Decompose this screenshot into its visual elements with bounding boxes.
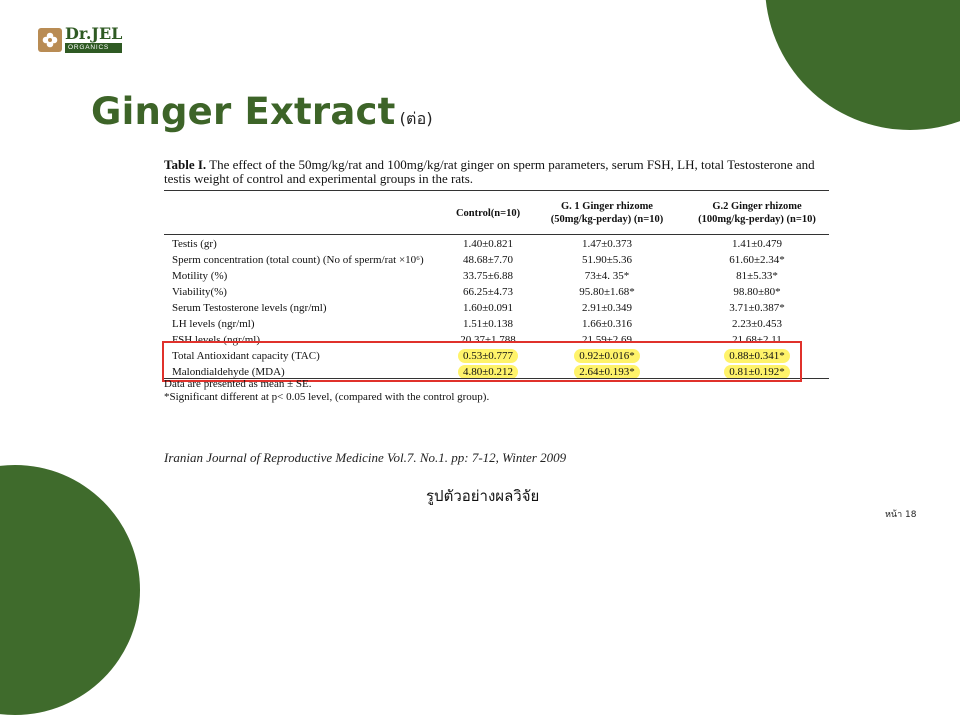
header-control: Control(n=10) — [455, 208, 521, 219]
page-number: หน้า 18 — [885, 510, 917, 520]
cell-g1 — [547, 268, 667, 284]
cell-control — [434, 316, 542, 332]
cell-control-text: 48.68±7.70 — [462, 254, 514, 266]
row-label — [172, 268, 227, 284]
table-row — [164, 252, 829, 268]
cell-control-text: 1.40±0.821 — [462, 238, 514, 250]
row-label-text: FSH levels (ngr/ml) — [172, 334, 260, 346]
cell-g1 — [547, 316, 667, 332]
row-label-text: Testis (gr) — [172, 238, 217, 250]
logo — [38, 26, 122, 53]
brand-name: Dr.JEL — [65, 24, 123, 43]
cell-g1 — [547, 236, 667, 252]
cell-g2-text: 21.68±2.11 — [732, 334, 782, 346]
cell-g2-text: 0.81±0.192* — [724, 365, 790, 379]
cell-control-text: 1.60±0.091 — [462, 302, 514, 314]
row-label-text: Total Antioxidant capacity (TAC) — [172, 350, 320, 362]
table-header-row — [164, 197, 829, 235]
table-row — [164, 300, 829, 316]
cell-control-text: 0.53±0.777 — [458, 349, 518, 363]
table-caption — [164, 158, 834, 186]
row-label-text: Malondialdehyde (MDA) — [172, 366, 285, 378]
cell-control-text: 4.80±0.212 — [458, 365, 518, 379]
slide-title-suffix: (ต่อ) — [399, 109, 433, 128]
header-g1: G. 1 Ginger rhizome (50mg/kg-perday) (n=10) — [550, 201, 664, 225]
corner-decoration-top-right — [765, 0, 960, 130]
cell-g1-text: 73±4. 35* — [584, 270, 630, 282]
cell-g2 — [687, 284, 827, 300]
citation: Iranian Journal of Reproductive Medicine Vol.7. No.1. pp: 7-12, Winter 2009 — [164, 450, 567, 465]
cell-g1 — [547, 300, 667, 316]
cell-g1-text: 2.64±0.193* — [574, 365, 640, 379]
cell-g2 — [687, 268, 827, 284]
cell-g2-text: 98.80±80* — [733, 286, 781, 298]
cell-control — [434, 284, 542, 300]
cell-g2-text: 81±5.33* — [736, 270, 778, 282]
row-label — [172, 252, 424, 268]
slide-title-text: Ginger Extract — [91, 90, 396, 133]
row-label-text: Serum Testosterone levels (ngr/ml) — [172, 302, 327, 314]
row-label-text: Viability(%) — [172, 286, 227, 298]
cell-g1-text: 1.66±0.316 — [581, 318, 633, 330]
cell-control — [434, 268, 542, 284]
table-note: Data are presented as mean ± SE. — [164, 378, 312, 390]
cell-control-text: 20.37±1.788 — [460, 334, 516, 346]
row-label — [172, 300, 327, 316]
flower-icon — [38, 28, 62, 52]
cell-g1-text: 51.90±5.36 — [581, 254, 633, 266]
row-label-text: Motility (%) — [172, 270, 228, 282]
cell-g2-text: 61.60±2.34* — [729, 254, 785, 266]
table-caption-label: Table I. — [164, 157, 207, 172]
table-row — [164, 284, 829, 300]
cell-g2-text: 2.23±0.453 — [731, 318, 783, 330]
cell-g2-text: 3.71±0.387* — [729, 302, 785, 314]
cell-control — [434, 300, 542, 316]
table-caption-text: The effect of the 50mg/kg/rat and 100mg/kg/rat ginger on sperm parameters, serum FSH, LH, total Testosterone and testis weight of control and experimental groups in the rats. — [164, 157, 815, 186]
table-notes — [164, 378, 489, 404]
cell-g1-text: 0.92±0.016* — [574, 349, 640, 363]
cell-g2-text: 1.41±0.479 — [731, 238, 783, 250]
cell-g1-text: 95.80±1.68* — [579, 286, 635, 298]
table-top-rule — [164, 190, 829, 191]
row-label-text: LH levels (ngr/ml) — [172, 318, 255, 330]
corner-decoration-bottom-left — [0, 465, 140, 715]
row-label-text: Sperm concentration (total count) (No of sperm/rat ×10⁶) — [172, 254, 424, 266]
table-row — [164, 236, 829, 252]
figure-caption: รูปตัวอย่างผลวิจัย — [426, 487, 540, 505]
row-label — [172, 316, 254, 332]
table-row — [164, 268, 829, 284]
row-label — [172, 284, 227, 300]
cell-g1-text: 21.59±2.69 — [581, 334, 633, 346]
cell-g2 — [687, 316, 827, 332]
table-header-rule — [164, 234, 829, 235]
cell-g1-text: 2.91±0.349 — [581, 302, 633, 314]
cell-g1 — [547, 284, 667, 300]
brand-subtitle: ORGANICS — [65, 43, 122, 53]
row-label — [172, 236, 217, 252]
cell-control-text: 1.51±0.138 — [462, 318, 514, 330]
cell-control-text: 66.25±4.73 — [462, 286, 514, 298]
cell-g2 — [687, 236, 827, 252]
cell-g1-text: 1.47±0.373 — [581, 238, 633, 250]
table-note: *Significant different at p< 0.05 level, (compared with the control group). — [164, 391, 490, 403]
cell-g2-text: 0.88±0.341* — [724, 349, 790, 363]
slide-title — [91, 90, 433, 133]
cell-control — [434, 236, 542, 252]
research-table — [164, 157, 834, 378]
cell-control-text: 33.75±6.88 — [462, 270, 514, 282]
highlight-box — [162, 341, 802, 382]
cell-control — [434, 252, 542, 268]
table-row — [164, 316, 829, 332]
cell-g2 — [687, 252, 827, 268]
cell-g1 — [547, 252, 667, 268]
header-g2: G.2 Ginger rhizome (100mg/kg-perday) (n=10) — [698, 201, 816, 225]
cell-g2 — [687, 300, 827, 316]
